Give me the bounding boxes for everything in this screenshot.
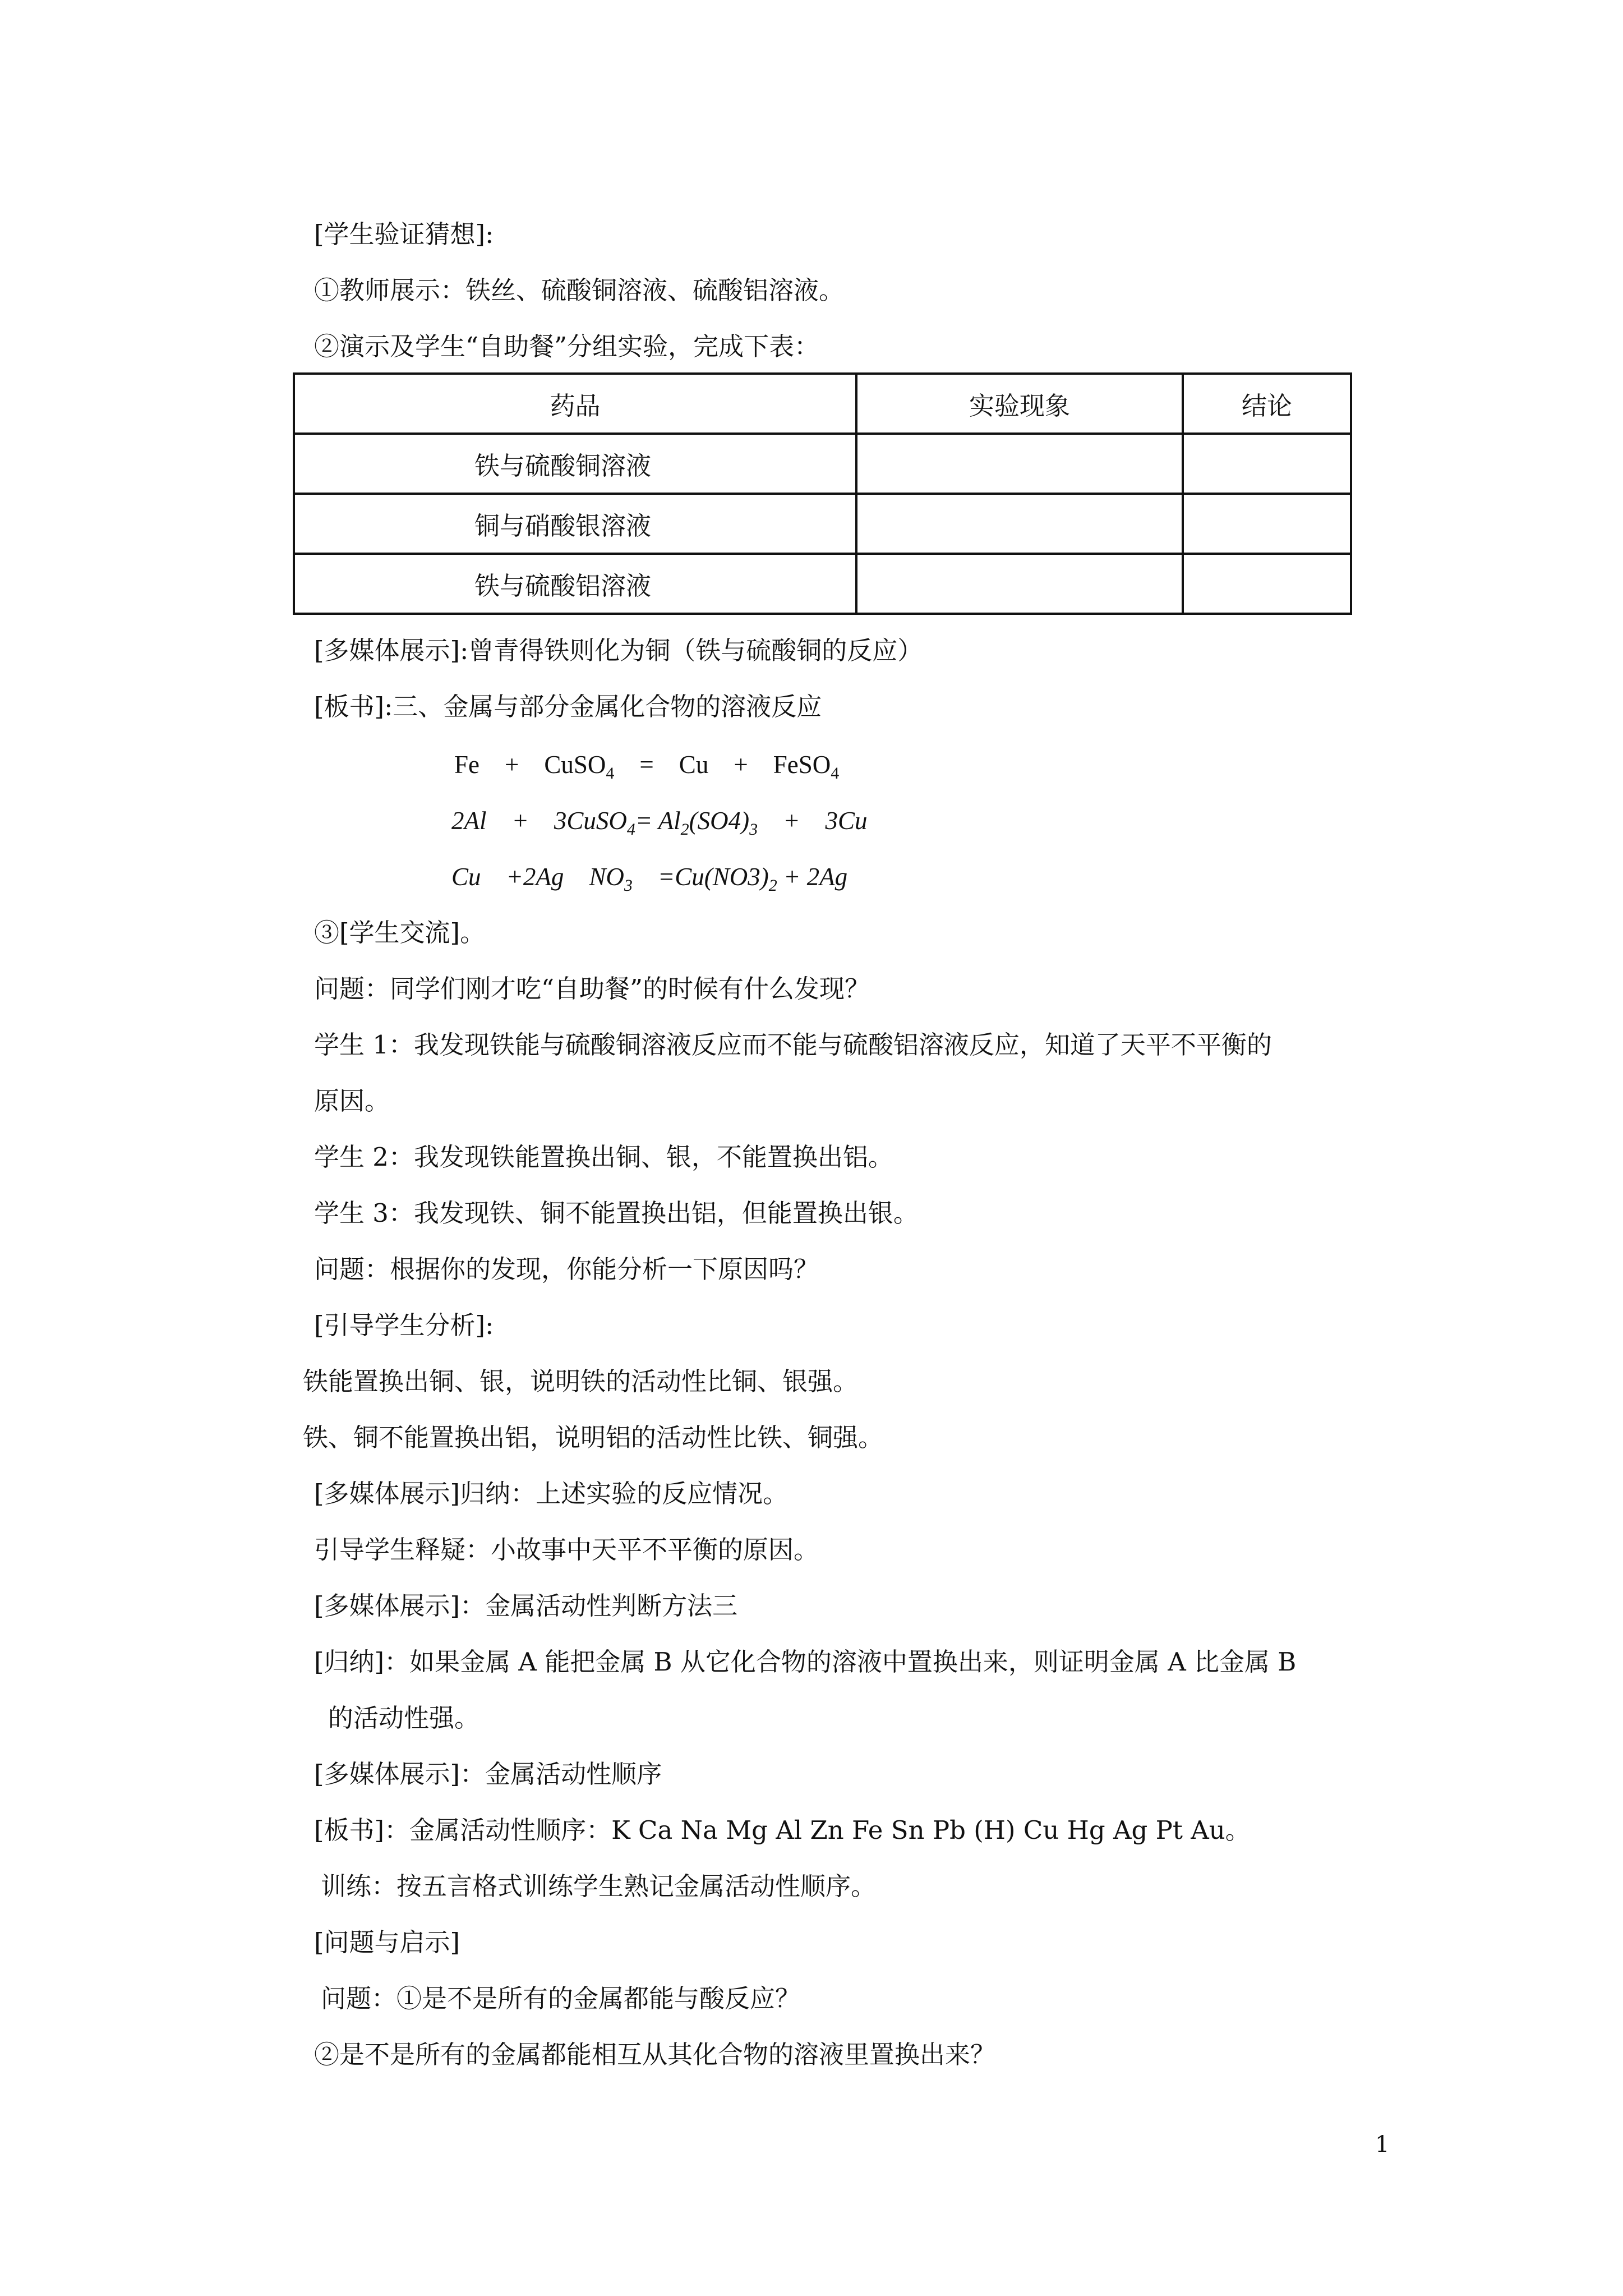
text-line: [引导学生分析]:	[314, 1310, 494, 1340]
text-line: [问题与启示]	[314, 1927, 460, 1957]
equation-2	[451, 804, 868, 838]
text-line: [板书]:三、金属与部分金属化合物的溶液反应	[314, 692, 822, 721]
text-line: 问题：①是不是所有的金属都能与酸反应？	[321, 1984, 801, 2013]
table-cell: 铁与硫酸铝溶液	[294, 554, 856, 614]
experiment-table	[293, 372, 1352, 615]
equation-subscript: 4	[831, 764, 840, 783]
table-cell	[856, 494, 1183, 554]
equation-part: 2Al + 3CuSO	[451, 807, 627, 835]
table-header: 药品	[294, 374, 856, 434]
table-cell	[856, 554, 1183, 614]
table-cell	[856, 434, 1183, 494]
equation-3	[451, 860, 847, 894]
text-line: 学生 1：我发现铁能与硫酸铜溶液反应而不能与硫酸铝溶液反应，知道了天平不平衡的	[314, 1030, 1272, 1060]
text-line: ①教师展示：铁丝、硫酸铜溶液、硫酸铝溶液。	[314, 275, 845, 305]
table-header: 结论	[1183, 374, 1351, 434]
equation-part: =Cu(NO3)	[632, 863, 769, 891]
table-header-row	[294, 374, 1351, 434]
equation-part: Cu +2Ag NO	[451, 863, 624, 891]
text-line: 学生 2：我发现铁能置换出铜、银，不能置换出铝。	[314, 1142, 893, 1172]
equation-part: = Al	[635, 807, 681, 835]
text-line: 学生 3：我发现铁、铜不能置换出铝，但能置换出银。	[314, 1198, 919, 1228]
equation-part: + 2Ag	[777, 863, 848, 891]
page-number: 1	[1375, 2132, 1390, 2157]
table-row	[294, 554, 1351, 614]
text-line: 铁、铜不能置换出铝，说明铝的活动性比铁、铜强。	[303, 1423, 884, 1452]
text-line: [多媒体展示]归纳：上述实验的反应情况。	[314, 1479, 789, 1508]
text-line: [多媒体展示]：金属活动性判断方法三	[314, 1591, 738, 1621]
text-line: [归纳]：如果金属 A 能把金属 B 从它化合物的溶液中置换出来，则证明金属 A 比金属 B	[314, 1647, 1297, 1677]
text-line: 的活动性强。	[328, 1703, 480, 1733]
equation-subscript: 3	[624, 876, 633, 895]
equation-subscript: 2	[680, 820, 689, 839]
equation-1	[454, 748, 839, 781]
table-row	[294, 494, 1351, 554]
table-header: 实验现象	[856, 374, 1183, 434]
table-cell: 铜与硝酸银溶液	[294, 494, 856, 554]
text-line: 问题：同学们刚才吃“自助餐”的时候有什么发现？	[314, 974, 870, 1004]
text-line: 引导学生释疑：小故事中天平不平衡的原因。	[314, 1535, 819, 1565]
text-line: ③[学生交流]。	[314, 918, 486, 947]
equation-part: + 3Cu	[758, 807, 868, 835]
equation-subscript: 4	[606, 764, 615, 783]
equation-subscript: 4	[626, 820, 635, 839]
text-line: ②演示及学生“自助餐”分组实验，完成下表：	[314, 332, 820, 361]
text-line: 原因。	[314, 1086, 390, 1116]
equation-subscript: 2	[768, 876, 777, 895]
section-heading-verify: [学生验证猜想]:	[314, 219, 494, 249]
table-cell	[1183, 554, 1351, 614]
text-line: 训练：按五言格式训练学生熟记金属活动性顺序。	[321, 1871, 877, 1901]
table-cell: 铁与硫酸铜溶液	[294, 434, 856, 494]
text-line: ②是不是所有的金属都能相互从其化合物的溶液里置换出来？	[314, 2040, 996, 2069]
text-line: 问题：根据你的发现，你能分析一下原因吗？	[314, 1254, 819, 1284]
table-cell	[1183, 434, 1351, 494]
equation-part: Fe + CuSO	[454, 751, 606, 779]
equation-subscript: 3	[749, 820, 758, 839]
table-row	[294, 434, 1351, 494]
text-line: [多媒体展示]：金属活动性顺序	[314, 1759, 662, 1789]
equation-part: = Cu + FeSO	[614, 751, 831, 779]
text-line: [多媒体展示]:曾青得铁则化为铜（铁与硫酸铜的反应）	[314, 636, 923, 665]
text-line: [板书]：金属活动性顺序：K Ca Na Mg Al Zn Fe Sn Pb (H) Cu Hg Ag Pt Au。	[314, 1815, 1251, 1845]
text-line: 铁能置换出铜、银，说明铁的活动性比铜、银强。	[303, 1366, 859, 1396]
table-cell	[1183, 494, 1351, 554]
equation-part: (SO4)	[689, 807, 750, 835]
